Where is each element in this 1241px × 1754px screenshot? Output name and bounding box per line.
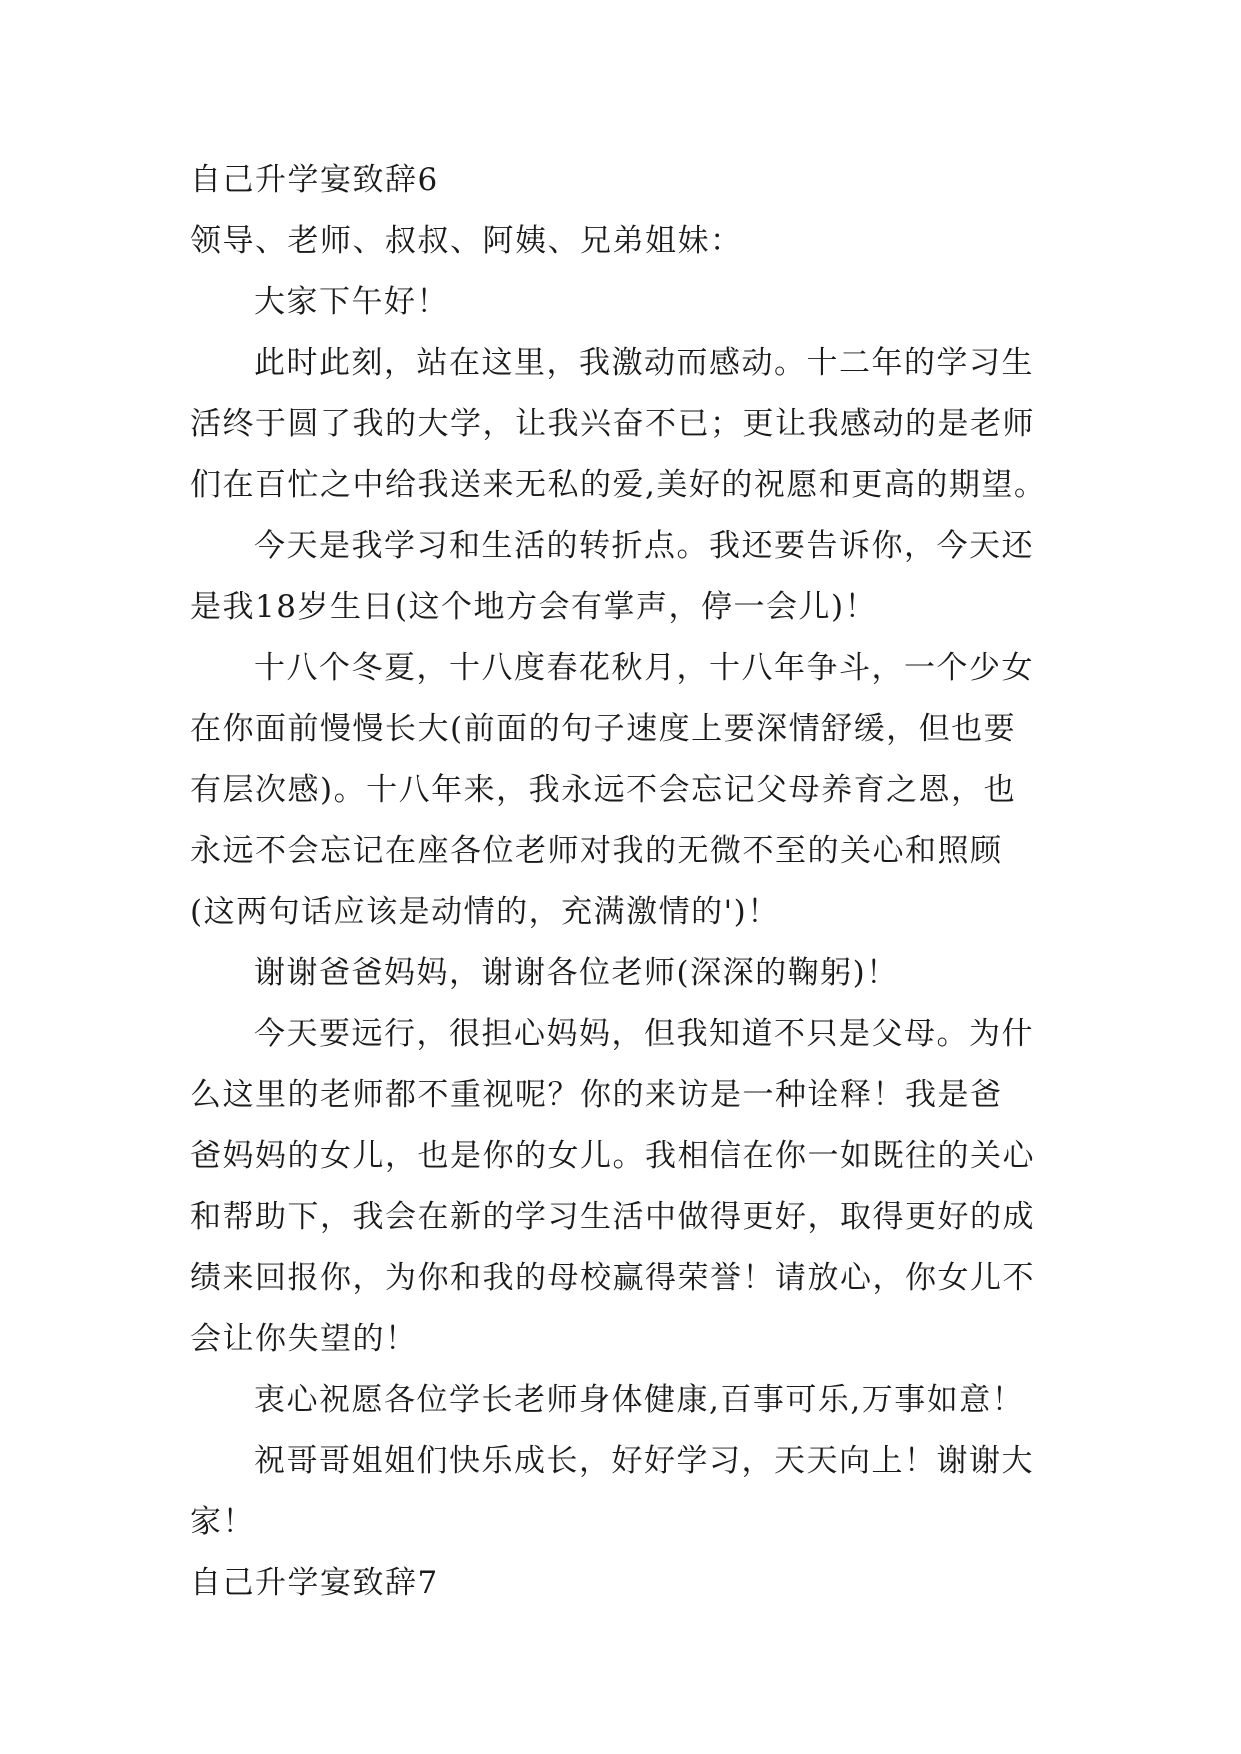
paragraph-line: 此时此刻，站在这里，我激动而感动。十二年的学习生	[254, 345, 1034, 381]
heading-6: 自己升学宴致辞6	[190, 162, 439, 198]
paragraph-line: 今天要远行，很担心妈妈，但我知道不只是父母。为什	[254, 1016, 1034, 1052]
paragraph-line: 是我18岁生日(这个地方会有掌声，停一会儿)！	[190, 589, 878, 625]
heading-7: 自己升学宴致辞7	[190, 1565, 439, 1601]
paragraph-line: 有层次感)。十八年来，我永远不会忘记父母养育之恩，也	[190, 772, 1017, 808]
paragraph-line: 和帮助下，我会在新的学习生活中做得更好，取得更好的成	[190, 1199, 1035, 1235]
paragraph-line: 家！	[190, 1504, 255, 1540]
document-body	[190, 150, 1056, 1614]
greeting: 大家下午好！	[254, 284, 449, 320]
paragraph-line: 十八个冬夏，十八度春花秋月，十八年争斗，一个少女	[254, 650, 1034, 686]
paragraph-line: (这两句话应该是动情的，充满激情的')！	[190, 894, 780, 930]
paragraph-line: 谢谢爸爸妈妈，谢谢各位老师(深深的鞠躬)！	[254, 955, 899, 991]
paragraph-line: 爸妈妈的女儿，也是你的女儿。我相信在你一如既往的关心	[190, 1138, 1035, 1174]
paragraph-line: 衷心祝愿各位学长老师身体健康,百事可乐,万事如意！	[254, 1382, 1025, 1418]
paragraph-line: 绩来回报你，为你和我的母校赢得荣誉！请放心，你女儿不	[190, 1260, 1035, 1296]
paragraph-line: 今天是我学习和生活的转折点。我还要告诉你，今天还	[254, 528, 1034, 564]
paragraph-line: 会让你失望的！	[190, 1321, 418, 1357]
paragraph-line: 们在百忙之中给我送来无私的爱,美好的祝愿和更高的期望。	[190, 467, 1047, 503]
paragraph-line: 祝哥哥姐姐们快乐成长，好好学习，天天向上！谢谢大	[254, 1443, 1034, 1479]
paragraph-line: 么这里的老师都不重视呢？你的来访是一种诠释！我是爸	[190, 1077, 1003, 1113]
paragraph-line: 在你面前慢慢长大(前面的句子速度上要深情舒缓，但也要	[190, 711, 1017, 747]
paragraph-line: 活终于圆了我的大学，让我兴奋不已；更让我感动的是老师	[190, 406, 1035, 442]
salutation: 领导、老师、叔叔、阿姨、兄弟姐妹：	[190, 223, 743, 259]
paragraph-line: 永远不会忘记在座各位老师对我的无微不至的关心和照顾	[190, 833, 1003, 869]
